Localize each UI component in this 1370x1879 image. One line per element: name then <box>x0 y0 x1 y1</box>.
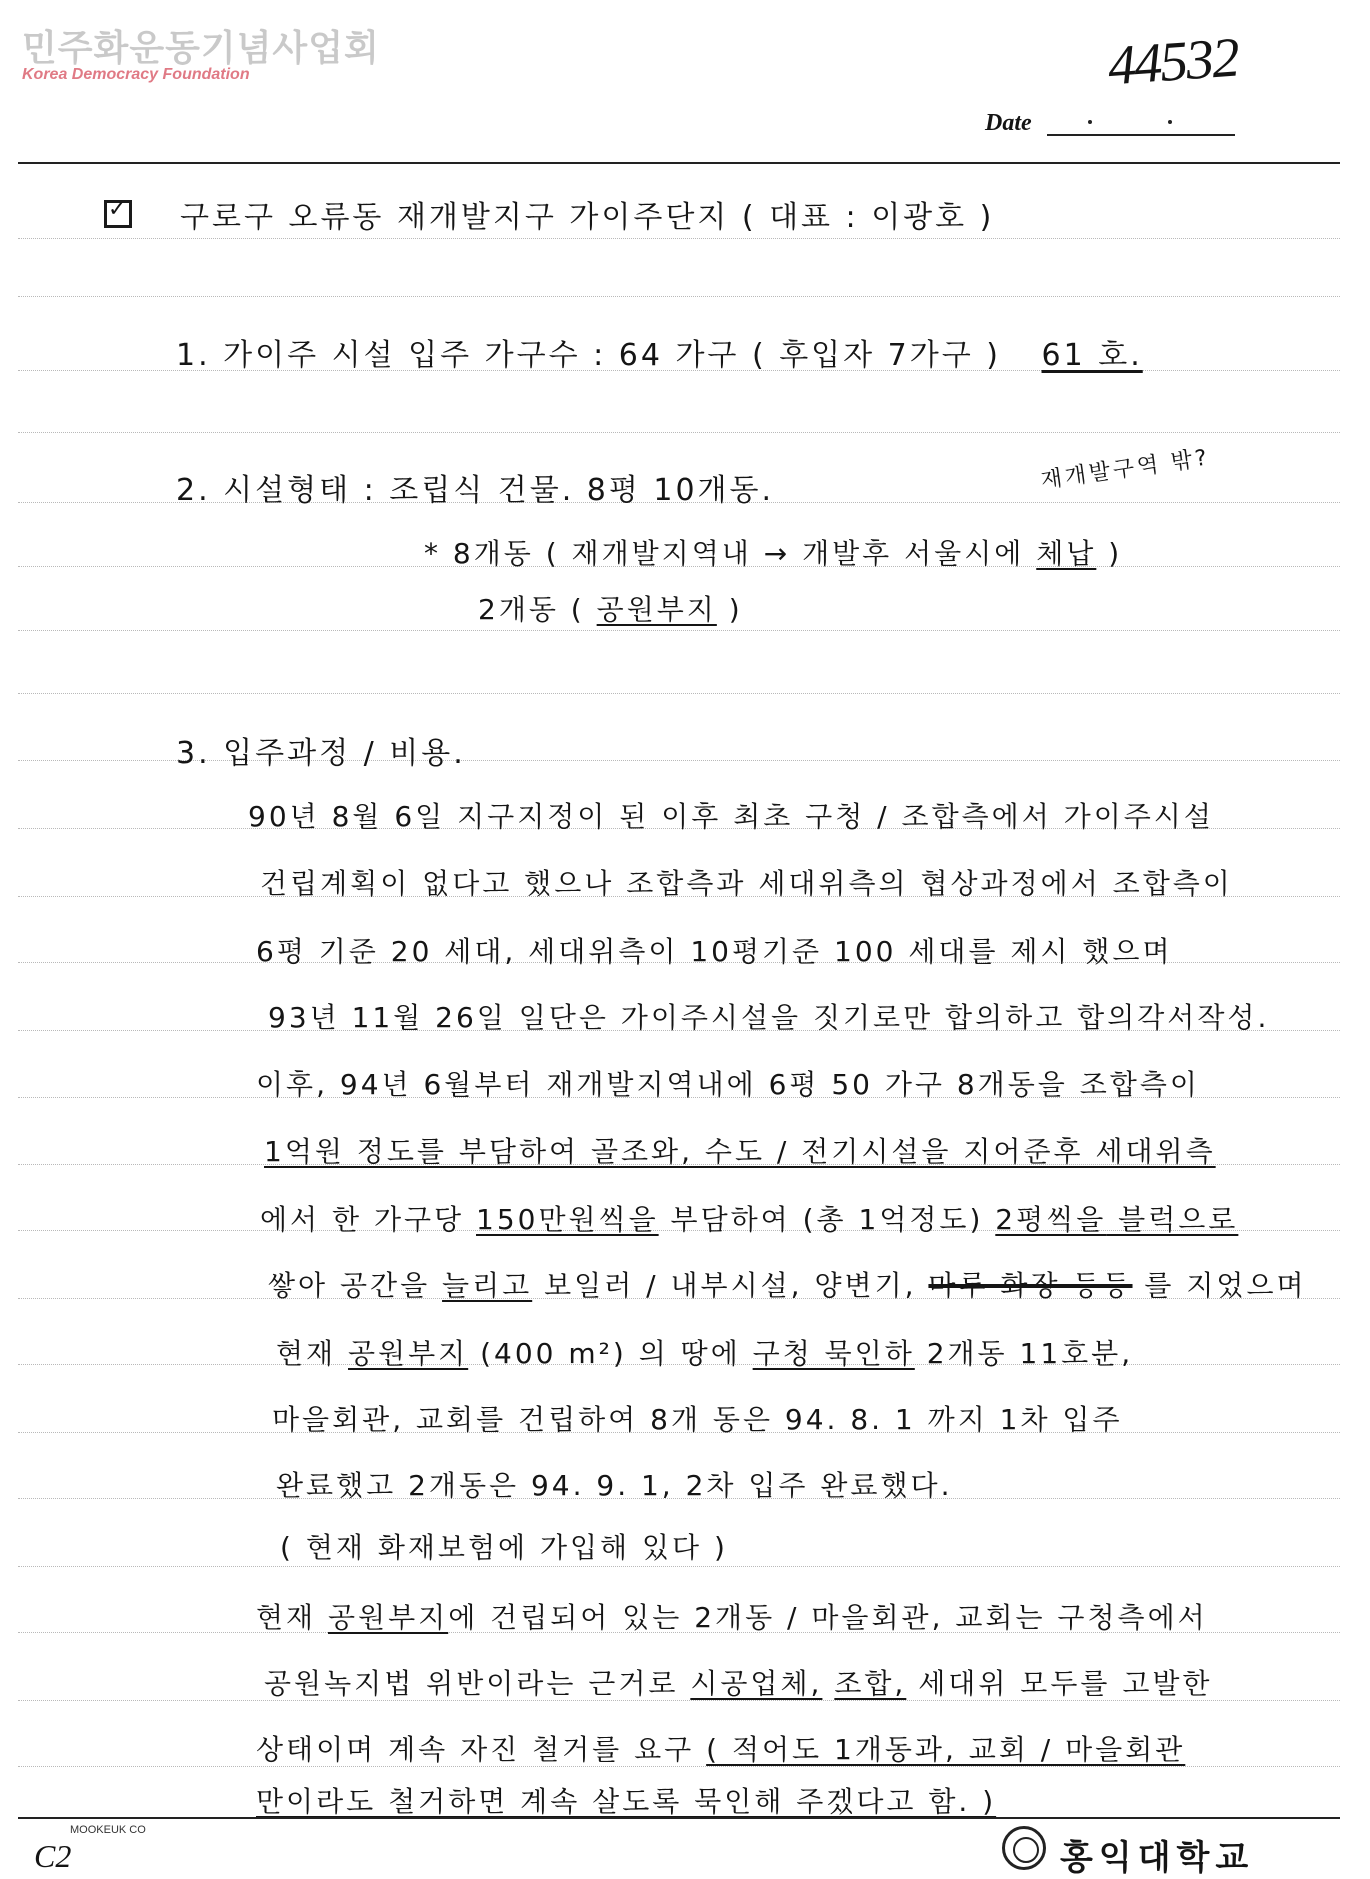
item3-line14-underlined: 조합, <box>834 1667 907 1700</box>
corner-mark: C2 <box>34 1838 72 1874</box>
header-rule <box>18 162 1340 164</box>
item3-line8-text: 보일러 / 내부시설, 양변기, <box>532 1269 929 1302</box>
item3-line: ( 현재 화재보험에 가입해 있다 ) <box>280 1531 728 1564</box>
footer-rule <box>18 1817 1340 1819</box>
item3-line7-underlined: 150만원씩을 <box>476 1203 659 1236</box>
item3-line7-text: 에서 한 가구당 <box>260 1203 476 1236</box>
item3-line14-text: 세대위 모두를 고발한 <box>906 1667 1213 1700</box>
item3-line14-text <box>822 1667 834 1700</box>
watermark-korean: 민주화운동기념사업회 <box>22 28 380 69</box>
item1-count: 61 호. <box>1041 338 1143 373</box>
item3-line14-text: 공원녹지법 위반이라는 근거로 <box>264 1667 691 1700</box>
ruled-line <box>18 238 1340 239</box>
item2-sub2-underlined: 공원부지 <box>596 593 717 626</box>
date-label: Date <box>985 110 1032 136</box>
university-seal-icon <box>1002 1826 1046 1870</box>
item3-line9-underlined: 공원부지 <box>348 1337 469 1370</box>
item3-line9-text: 2개동 11호분, <box>914 1337 1134 1370</box>
date-dot <box>1168 120 1172 124</box>
item3-line7-text: 블럭으로 <box>1106 1203 1239 1236</box>
item3-line8-text: 를 지었으며 <box>1132 1269 1307 1302</box>
item3-line14-underlined: 시공업체, <box>690 1667 823 1700</box>
item3-line <box>268 1264 1307 1304</box>
item3-line <box>256 1728 1185 1768</box>
ruled-line <box>18 630 1340 631</box>
paper-maker-label: MOOKEUK CO <box>70 1824 146 1836</box>
item1-label: 1. 가이주 시설 입주 가구수 : 64 가구 ( 후입자 7가구 ) <box>176 338 1001 373</box>
item2-sub2 <box>478 588 743 628</box>
date-dot <box>1088 120 1092 124</box>
item3-heading: 3. 입주과정 / 비용. <box>176 736 466 771</box>
item3-line: 건립계획이 없다고 했으나 조합측과 세대위측의 협상과정에서 조합측이 <box>260 867 1233 900</box>
item3-line15-underlined: ( 적어도 1개동과, 교회 / 마을회관 <box>706 1733 1186 1766</box>
item2-margin-note: 재개발구역 밖? <box>1039 445 1212 494</box>
item3-line <box>260 1198 1238 1238</box>
ruled-line <box>18 432 1340 433</box>
item3-line9-underlined: 구청 묵인하 <box>752 1337 915 1370</box>
document-number: 44532 <box>1105 26 1241 98</box>
item3-line: 6평 기준 20 세대, 세대위측이 10평기준 100 세대를 제시 했으며 <box>256 935 1173 968</box>
watermark-english: Korea Democracy Foundation <box>22 66 250 83</box>
item2-sub2-end: ) <box>716 593 743 626</box>
checked-box-icon <box>104 200 132 228</box>
item3-line <box>264 1662 1212 1702</box>
item3-line: 이후, 94년 6월부터 재개발지역내에 6평 50 가구 8개동을 조합측이 <box>256 1068 1200 1101</box>
ruled-line <box>18 296 1340 297</box>
page-title: 구로구 오류동 재개발지구 가이주단지 ( 대표 : 이광호 ) <box>180 200 995 235</box>
university-name: 홍익대학교 <box>1060 1838 1255 1878</box>
item3-line8-text: 쌓아 공간을 <box>268 1269 443 1302</box>
item3-line7-underlined: 2평씩을 <box>995 1203 1107 1236</box>
item3-line: 90년 8월 6일 지구지정이 된 이후 최초 구청 / 조합측에서 가이주시설 <box>248 800 1214 833</box>
item3-line9-text: 현재 <box>276 1337 348 1370</box>
item2-sub1-end: ) <box>1096 537 1123 570</box>
item1-text <box>176 330 1143 374</box>
item3-line: 1억원 정도를 부담하여 골조와, 수도 / 전기시설을 지어준후 세대위측 <box>264 1135 1216 1168</box>
item3-line15-text: 상태이며 계속 자진 철거를 요구 <box>256 1733 707 1766</box>
item2-sub1-underlined: 체납 <box>1036 537 1097 570</box>
item3-line: 93년 11월 26일 일단은 가이주시설을 짓기로만 합의하고 합의각서작성. <box>268 1001 1270 1034</box>
item2-text: 2. 시설형태 : 조립식 건물. 8평 10개동. <box>176 473 775 508</box>
item2-sub1-text: * 8개동 ( 재개발지역내 → 개발후 서울시에 <box>424 537 1037 570</box>
ruled-line <box>18 693 1340 694</box>
item2-sub2-text: 2개동 ( <box>478 593 597 626</box>
item3-line <box>276 1332 1133 1372</box>
item2-sub1 <box>424 532 1122 572</box>
item3-line: 완료했고 2개동은 94. 9. 1, 2차 입주 완료했다. <box>276 1469 953 1502</box>
ruled-line <box>18 1566 1340 1567</box>
date-line <box>1047 134 1235 136</box>
item3-line8-underlined: 늘리고 <box>442 1269 533 1302</box>
item3-line13-text: 에 건립되어 있는 2개동 / 마을회관, 교회는 구청측에서 <box>448 1601 1208 1634</box>
item3-line9-text: (400 m²) 의 땅에 <box>468 1337 753 1370</box>
item3-line13-underlined: 공원부지 <box>328 1601 449 1634</box>
item3-line: 만이라도 철거하면 계속 살도록 묵인해 주겠다고 함. ) <box>256 1785 997 1818</box>
item3-line: 마을회관, 교회를 건립하여 8개 동은 94. 8. 1 까지 1차 입주 <box>272 1403 1123 1436</box>
item3-line13-text: 현재 <box>256 1601 328 1634</box>
item3-line <box>256 1596 1208 1636</box>
item3-line8-struck: 마루 화장 등등 <box>928 1269 1133 1302</box>
item3-line7-text: 부담하여 (총 1억정도) <box>658 1203 996 1236</box>
